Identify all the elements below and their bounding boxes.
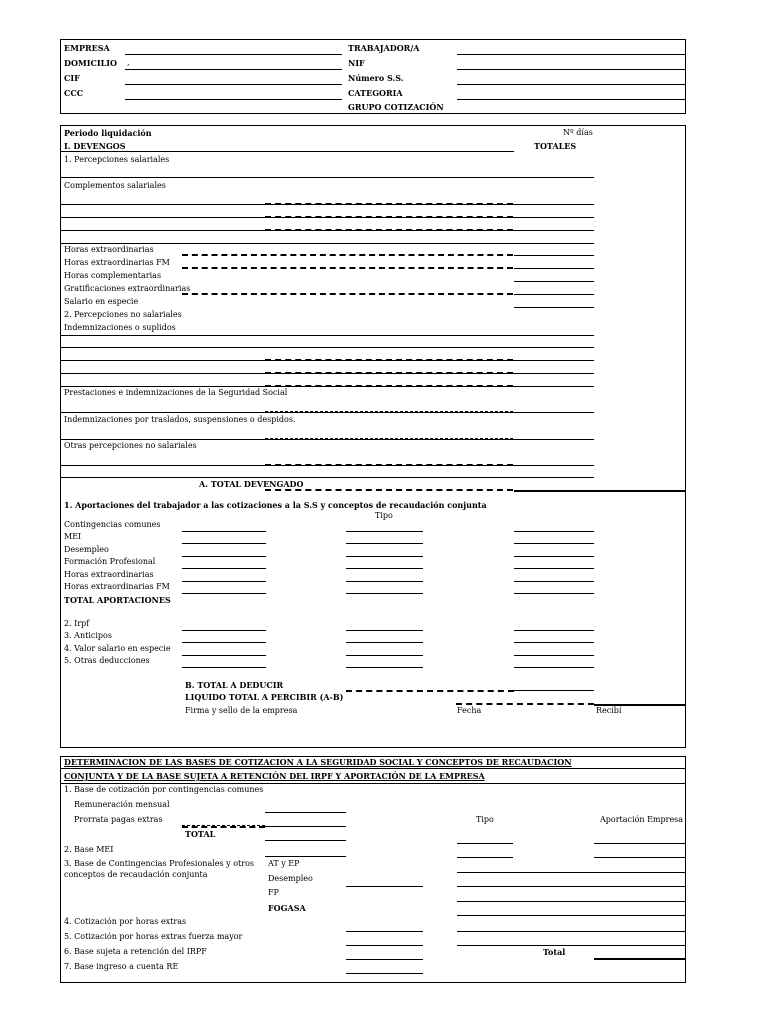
tipo-line[interactable] [457, 931, 594, 932]
tipo-line[interactable] [346, 543, 423, 544]
amount-line[interactable] [265, 359, 513, 361]
indemnizaciones-suplidos: Indemnizaciones o suplidos [64, 323, 176, 332]
row-rule [60, 439, 594, 440]
domicilio-mark: , [127, 58, 130, 67]
otras-percepciones: Otras percepciones no salariales [64, 441, 197, 450]
salario-en-especie: Salario en especie [64, 297, 139, 306]
importe-line[interactable] [514, 593, 594, 594]
anticipos: 3. Anticipos [64, 631, 112, 640]
row-rule [60, 347, 594, 348]
devengos-title: I. DEVENGOS [64, 141, 126, 151]
liquido-line[interactable] [456, 703, 594, 705]
periodo-liquidacion: Periodo liquidación [64, 128, 152, 138]
horas-extraordinarias: Horas extraordinarias [64, 245, 154, 254]
tipo-header: Tipo [375, 511, 393, 520]
formacion-profesional: Formación Profesional [64, 557, 156, 566]
total-aportacion-value[interactable] [594, 958, 686, 960]
row-rule [60, 243, 594, 244]
base-line[interactable] [182, 543, 266, 544]
label-trabajador: TRABAJADOR/A [348, 43, 420, 53]
prorrata-pagas: Prorrata pagas extras [74, 815, 163, 824]
base-mei: 2. Base MEI [64, 845, 114, 854]
importe-line[interactable] [514, 581, 594, 582]
total-devengado-line[interactable] [265, 489, 513, 491]
total-base-line[interactable] [265, 840, 346, 841]
cif-field[interactable] [125, 84, 342, 85]
aportacion-line[interactable] [594, 945, 686, 946]
totales-header: TOTALES [534, 141, 577, 151]
aportacion-line[interactable] [594, 843, 686, 844]
row-rule [60, 477, 594, 478]
categoria-field[interactable] [457, 99, 686, 100]
prestaciones-seguridad-social: Prestaciones e indemnizaciones de la Seguridad Social [64, 388, 288, 397]
amount-line[interactable] [265, 229, 513, 231]
base-sujeta-irpf: 6. Base sujeta a retención del IRPF [64, 947, 207, 956]
tipo-line[interactable] [346, 593, 423, 594]
irpf: 2. Irpf [64, 619, 90, 628]
aportacion-line[interactable] [594, 915, 686, 916]
tipo-line[interactable] [457, 901, 594, 902]
indemnizaciones-traslados: Indemnizaciones por traslados, suspensiones o despidos. [64, 415, 296, 424]
amount-line[interactable] [182, 267, 513, 269]
desempleo-base: Desempleo [268, 874, 313, 883]
amount-line[interactable] [265, 372, 513, 374]
tipo-line[interactable] [457, 857, 513, 858]
tipo-line[interactable] [346, 581, 423, 582]
importe-line[interactable] [514, 630, 594, 631]
fogasa-base: FOGASA [268, 903, 306, 913]
trabajador-field[interactable] [457, 54, 686, 55]
devengos-rule [60, 151, 514, 152]
base-line[interactable] [182, 630, 266, 631]
base-line[interactable] [182, 568, 266, 569]
empresa-field[interactable] [125, 54, 342, 55]
firma-empresa: Firma y sello de la empresa [185, 706, 298, 715]
cotizacion-horas-fuerza-mayor: 5. Cotización por horas extras fuerza mayor [64, 932, 243, 941]
aportacion-line[interactable] [594, 931, 686, 932]
amount-line[interactable] [265, 438, 513, 439]
amount-line[interactable] [265, 464, 513, 466]
prorrata-dash2 [182, 826, 265, 828]
tipo-line[interactable] [457, 872, 594, 873]
aportacion-empresa-header: Aportación Empresa [600, 815, 684, 824]
label-ccc: CCC [64, 88, 84, 98]
gratificaciones-extraordinarias: Gratificaciones extraordinarias [64, 284, 191, 293]
fecha-label: Fecha [457, 706, 482, 715]
label-grupo-cotizacion: GRUPO COTIZACIÓN [348, 102, 444, 112]
amount-line[interactable] [265, 216, 513, 218]
fp-base: FP [268, 888, 279, 897]
amount-line[interactable] [265, 203, 513, 205]
tipo-header-bases: Tipo [476, 815, 494, 824]
row-rule [60, 335, 594, 336]
base-ingreso-cuenta: 7. Base ingreso a cuenta RE [64, 962, 179, 971]
row-rule [60, 412, 594, 413]
total-aportaciones: TOTAL APORTACIONES [64, 595, 171, 605]
recibi-label: Recibí [596, 706, 622, 715]
base-line[interactable] [346, 945, 423, 946]
label-domicilio: DOMICILIO [64, 58, 117, 68]
tipo-line[interactable] [457, 915, 594, 916]
aportacion-line[interactable] [594, 886, 686, 887]
remuneracion-mensual: Remuneración mensual [74, 800, 170, 809]
total-aportacion-label: Total [543, 947, 566, 957]
aportacion-line[interactable] [594, 857, 686, 858]
base-line[interactable] [182, 531, 266, 532]
label-categoria: CATEGORIA [348, 88, 403, 98]
desempleo: Desempleo [64, 545, 109, 554]
importe-line[interactable] [514, 642, 594, 643]
total-devengado: A. TOTAL DEVENGADO [199, 479, 304, 489]
amount-line[interactable] [265, 177, 513, 178]
aportacion-line[interactable] [594, 901, 686, 902]
at-ep: AT y EP [268, 859, 300, 868]
domicilio-field[interactable] [125, 69, 342, 70]
total-line[interactable] [514, 268, 594, 269]
base-line[interactable] [182, 556, 266, 557]
cotizacion-horas-extras: 4. Cotización por horas extras [64, 917, 187, 926]
amount-line[interactable] [182, 293, 513, 295]
importe-line[interactable] [514, 531, 594, 532]
tipo-line[interactable] [346, 655, 423, 656]
total-line[interactable] [514, 281, 594, 282]
nif-field[interactable] [457, 69, 686, 70]
horas-extraordinarias-fm: Horas extraordinarias FM [64, 258, 170, 267]
horas-extraordinarias-fm-ded: Horas extraordinarias FM [64, 582, 170, 591]
tipo-line[interactable] [346, 531, 423, 532]
base-cp-line[interactable] [346, 886, 423, 887]
total-a-deducir: B. TOTAL A DEDUCIR [185, 680, 284, 690]
total-deducir-value[interactable] [514, 690, 594, 691]
tipo-line[interactable] [457, 945, 594, 946]
tipo-line[interactable] [457, 843, 513, 844]
mei: MEI [64, 532, 82, 541]
bases-title-1: DETERMINACION DE LAS BASES DE COTIZACION A LA SEGURIDAD SOCIAL Y CONCEPTOS DE RECAUDACION [64, 757, 572, 767]
label-nif: NIF [348, 58, 365, 68]
percepciones-salariales: 1. Percepciones salariales [64, 155, 170, 164]
tipo-line[interactable] [346, 568, 423, 569]
aportacion-line[interactable] [594, 872, 686, 873]
irpf-base-line[interactable] [346, 959, 423, 960]
tipo-line[interactable] [346, 556, 423, 557]
total-line[interactable] [514, 255, 594, 256]
re-base-line[interactable] [346, 973, 423, 974]
base-line[interactable] [182, 667, 266, 668]
liquido-total: LIQUIDO TOTAL A PERCIBIR (A-B) [185, 692, 344, 702]
title-rule [60, 768, 686, 769]
label-numero-ss: Número S.S. [348, 73, 404, 83]
prorrata-line[interactable] [265, 826, 346, 827]
total-devengado-value[interactable] [514, 490, 686, 492]
aportaciones-title: 1. Aportaciones del trabajador a las cotizaciones a la S.S y conceptos de recaudación conjunta [64, 500, 487, 510]
total-deducir-line[interactable] [346, 690, 514, 692]
amount-line[interactable] [182, 254, 513, 256]
percepciones-no-salariales: 2. Percepciones no salariales [64, 310, 182, 319]
amount-line[interactable] [265, 411, 513, 412]
tipo-line[interactable] [346, 667, 423, 668]
base-line[interactable] [182, 642, 266, 643]
base-line[interactable] [182, 655, 266, 656]
base-line[interactable] [182, 593, 266, 594]
complementos-salariales: Complementos salariales [64, 181, 166, 190]
remuneracion-line[interactable] [265, 812, 346, 813]
num-dias: Nº días [563, 128, 593, 137]
horas-extraordinarias-ded: Horas extraordinarias [64, 570, 154, 579]
label-empresa: EMPRESA [64, 43, 110, 53]
base-contingencias-profesionales: 3. Base de Contingencias Profesionales y otros [64, 859, 254, 868]
title-rule [60, 783, 686, 784]
numero-ss-field[interactable] [457, 84, 686, 85]
tipo-line[interactable] [346, 630, 423, 631]
base-contingencias-comunes: 1. Base de cotización por contingencias comunes [64, 785, 264, 794]
base-line[interactable] [346, 931, 423, 932]
bases-title-2: CONJUNTA Y DE LA BASE SUJETA A RETENCIÓN DEL IRPF Y APORTACIÓN DE LA EMPRESA [64, 771, 485, 781]
total-line[interactable] [514, 294, 594, 295]
importe-line[interactable] [514, 543, 594, 544]
importe-line[interactable] [514, 568, 594, 569]
mei-line[interactable] [265, 856, 346, 857]
valor-salario-especie: 4. Valor salario en especie [64, 644, 171, 653]
total-base-cc: TOTAL [185, 829, 216, 839]
conceptos-recaudacion: conceptos de recaudación conjunta [64, 870, 208, 879]
horas-complementarias: Horas complementarias [64, 271, 162, 280]
ccc-field[interactable] [125, 99, 342, 100]
tipo-line[interactable] [346, 642, 423, 643]
amount-line[interactable] [265, 385, 513, 387]
total-line[interactable] [514, 307, 594, 308]
importe-line[interactable] [514, 556, 594, 557]
tipo-line[interactable] [457, 886, 594, 887]
importe-line[interactable] [514, 655, 594, 656]
base-line[interactable] [182, 581, 266, 582]
label-cif: CIF [64, 73, 80, 83]
contingencias-comunes: Contingencias comunes [64, 520, 161, 529]
otras-deducciones: 5. Otras deducciones [64, 656, 150, 665]
importe-line[interactable] [514, 667, 594, 668]
